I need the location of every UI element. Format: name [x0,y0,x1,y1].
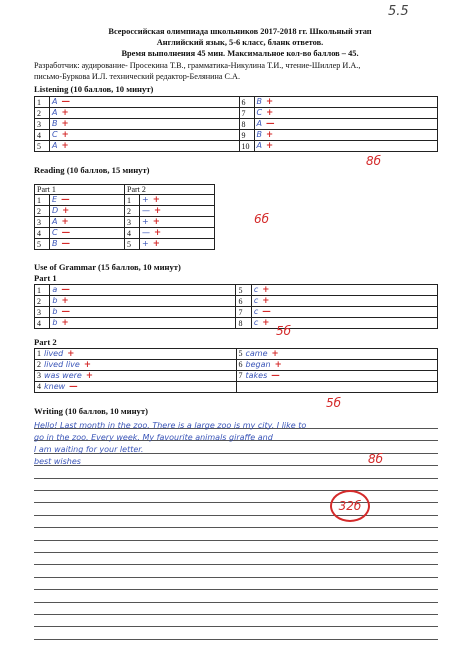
essay-line: best wishes [34,457,81,466]
item-number: 10 [239,141,254,152]
ruled-line [34,564,438,565]
reading-part1-label: Part 1 [35,185,125,195]
grade-mark: + [61,119,69,129]
grade-mark: — [61,195,70,205]
essay-line: Hello! Last month in the zoo. There is a large zoo is my city. I like to [34,421,307,430]
grade-mark: + [83,360,91,370]
answer-cell [50,318,236,329]
item-number: 1 [37,349,41,358]
answer-text: D [52,206,59,215]
table-row [35,307,438,318]
answer-text: was were [44,371,82,380]
grade-mark: — [61,307,70,317]
grade-mark: + [61,296,69,306]
answer-text: A [256,119,263,128]
answer-text: B [256,130,263,139]
answer-text: lived [44,349,64,358]
grade-mark: + [61,141,69,151]
item-number: 2 [125,206,140,217]
grade-mark: — [69,382,78,392]
header-subject: Английский язык, 5-6 класс, бланк ответов. [156,38,324,47]
ruled-line [34,589,438,590]
answer-text: + [142,239,149,248]
reading-table [34,184,438,250]
answer-text: B [52,119,58,128]
ruled-line [34,490,438,491]
item-number: 4 [37,382,41,391]
item-number: 2 [35,206,50,217]
answer-text: A [52,141,58,150]
answer-text: A [52,97,58,106]
grammar-part1-score: 5б [276,324,292,338]
answer-cell [236,360,438,371]
answer-text: c [253,318,259,327]
header-credits-1: Разработчик: аудирование- Просекина Т.В., грамматика-Никулина Т.И., чтение-Шиллер И.А., [34,61,361,70]
item-number: 7 [239,108,254,119]
empty-cell [236,382,438,393]
answer-text: c [253,285,259,294]
essay-line: go in the zoo. Every week. My favourite animals giraffe and [34,433,273,442]
item-number: 3 [35,217,50,228]
item-number: 4 [35,228,50,239]
item-number: 8 [239,119,254,130]
grade-mark: + [266,130,274,140]
grade-mark: + [266,97,274,107]
answer-text: came [245,349,268,358]
answer-cell [251,296,437,307]
grade-mark: + [274,360,282,370]
answer-cell [254,141,437,152]
header-credits-2: письмо-Буркова И.Л. технический редактор-Белянина С.А. [34,72,241,81]
item-number: 2 [35,296,50,307]
item-number: 1 [35,97,50,108]
answer-text: knew [44,382,66,391]
grade-mark: + [262,285,270,295]
answer-cell [50,206,125,217]
answer-text: E [52,195,58,204]
item-number: 2 [35,108,50,119]
answer-cell [140,228,215,239]
table-row [35,228,438,239]
answer-cell [50,239,125,250]
table-row [35,382,438,393]
answer-cell [140,239,215,250]
grammar-part1-table [34,284,438,329]
answer-cell [50,141,239,152]
item-number: 9 [239,130,254,141]
essay-line: I am waiting for your letter. [34,445,144,454]
grade-mark: — [61,228,71,238]
table-row [35,318,438,329]
answer-text: — [142,228,150,237]
table-row [35,119,438,130]
item-number: 5 [35,239,50,250]
grade-mark: + [271,349,279,359]
ruled-line [34,577,438,578]
answer-cell [140,195,215,206]
spacer [215,239,438,250]
answer-text: A [52,108,58,117]
ruled-line [34,614,438,615]
grade-mark: — [61,97,71,107]
grammar-part1-label: Part 1 [34,273,57,283]
item-number: 7 [238,371,243,380]
answer-cell [35,371,237,382]
spacer [215,228,438,239]
listening-table [34,96,438,152]
grammar-part2-table [34,348,438,393]
ruled-line [34,515,438,516]
answer-cell [50,130,239,141]
table-row [35,206,438,217]
answer-text: lived live [44,360,80,369]
item-number: 6 [236,296,251,307]
table-row [35,130,438,141]
item-number: 1 [35,195,50,206]
answer-cell [35,382,237,393]
spacer [215,206,438,217]
item-number: 5 [236,285,251,296]
table-row [35,371,438,382]
writing-title: Writing (10 баллов, 10 минут) [34,406,148,416]
grade-mark: + [61,217,69,227]
item-number: 8 [236,318,251,329]
grade-mark: + [61,108,69,118]
answer-text: b [52,307,58,316]
answer-cell [50,217,125,228]
answer-text: C [256,108,263,117]
grade-mark: — [266,119,275,129]
table-row [35,141,438,152]
grade-mark: + [61,130,69,140]
table-row [35,195,438,206]
grade-mark: + [85,371,93,381]
header-title: Всероссийская олимпиада школьников 2017-2018 гг. Школьный этап [108,27,372,36]
grade-mark: + [152,239,160,249]
item-number: 7 [236,307,251,318]
answer-text: B [256,97,263,106]
ruled-line [34,639,438,640]
item-number: 4 [125,228,140,239]
item-number: 6 [238,360,243,369]
answer-text: a [52,285,58,294]
grade-mark: + [262,296,270,306]
item-number: 3 [125,217,140,228]
writing-score: 8б [368,452,384,466]
answer-cell [50,296,236,307]
answer-cell [254,97,437,108]
answer-cell [50,285,236,296]
total-score-circle [330,490,370,522]
item-number: 4 [35,318,50,329]
answer-cell [254,119,437,130]
spacer [215,217,438,228]
listening-score: 8б [366,154,382,168]
item-number: 3 [35,119,50,130]
listening-title: Listening (10 баллов, 10 минут) [34,84,154,94]
answer-cell [35,360,237,371]
grammar-part2-label: Part 2 [34,337,57,347]
answer-text: — [142,206,150,215]
answer-cell [50,195,125,206]
grade-mark: + [262,318,270,328]
answer-text: began [245,360,271,369]
grade-mark: — [61,285,70,295]
item-number: 3 [37,371,41,380]
item-number: 5 [35,141,50,152]
answer-cell [251,307,437,318]
page-number: 5.5 [388,4,409,19]
answer-cell [50,119,239,130]
answer-text: C [52,228,58,237]
table-row [35,239,438,250]
answer-cell [50,307,236,318]
ruled-line [34,502,438,503]
table-row [35,296,438,307]
table-row [35,108,438,119]
item-number: 2 [37,360,41,369]
grade-mark: + [152,195,160,205]
ruled-line [34,540,438,541]
grade-mark: + [266,141,274,151]
answer-cell [140,217,215,228]
item-number: 5 [238,349,243,358]
answer-text: c [253,307,259,316]
grammar-title: Use of Grammar (15 баллов, 10 минут) [34,262,181,272]
answer-text: c [253,296,259,305]
answer-cell [236,349,438,360]
grade-mark: — [61,239,70,249]
table-row [35,285,438,296]
grade-mark: + [67,349,75,359]
ruled-line [34,602,438,603]
table-row [35,217,438,228]
grade-mark: + [154,228,162,238]
answer-text: + [142,217,149,226]
answer-text: b [52,318,58,327]
grade-mark: + [152,217,160,227]
grade-mark: — [271,371,280,381]
item-number: 1 [35,285,50,296]
answer-text: C [52,130,58,139]
grade-mark: — [262,307,271,317]
answer-text: b [52,296,58,305]
grade-mark: + [266,108,274,118]
answer-cell [251,285,437,296]
answer-cell [50,108,239,119]
answer-cell [254,108,437,119]
reading-part2-label: Part 2 [125,185,215,195]
answer-text: B [52,239,58,248]
spacer [215,195,438,206]
table-row [35,97,438,108]
answer-text: + [142,195,149,204]
table-row [35,349,438,360]
header-time: Время выполнения 45 мин. Максимальное кол-во баллов – 45. [121,49,359,58]
reading-score: 6б [254,212,270,226]
answer-cell [50,228,125,239]
item-number: 4 [35,130,50,141]
ruled-line [34,552,438,553]
grammar-part2-score: 5б [326,396,342,410]
ruled-line [34,527,438,528]
answer-text: takes [245,371,268,380]
answer-cell [254,130,437,141]
grade-mark: + [61,318,69,328]
answer-cell [35,349,237,360]
grade-mark: + [62,206,70,216]
answer-text: A [256,141,263,150]
answer-cell [236,371,438,382]
ruled-line [34,478,438,479]
answer-cell [50,97,239,108]
item-number: 1 [125,195,140,206]
item-number: 3 [35,307,50,318]
ruled-line [34,626,438,627]
total-score: 32б [338,499,362,513]
grade-mark: + [154,206,162,216]
item-number: 5 [125,239,140,250]
reading-title: Reading (10 баллов, 15 минут) [34,165,150,175]
answer-cell [140,206,215,217]
item-number: 6 [239,97,254,108]
table-row [35,360,438,371]
answer-text: A [52,217,58,226]
